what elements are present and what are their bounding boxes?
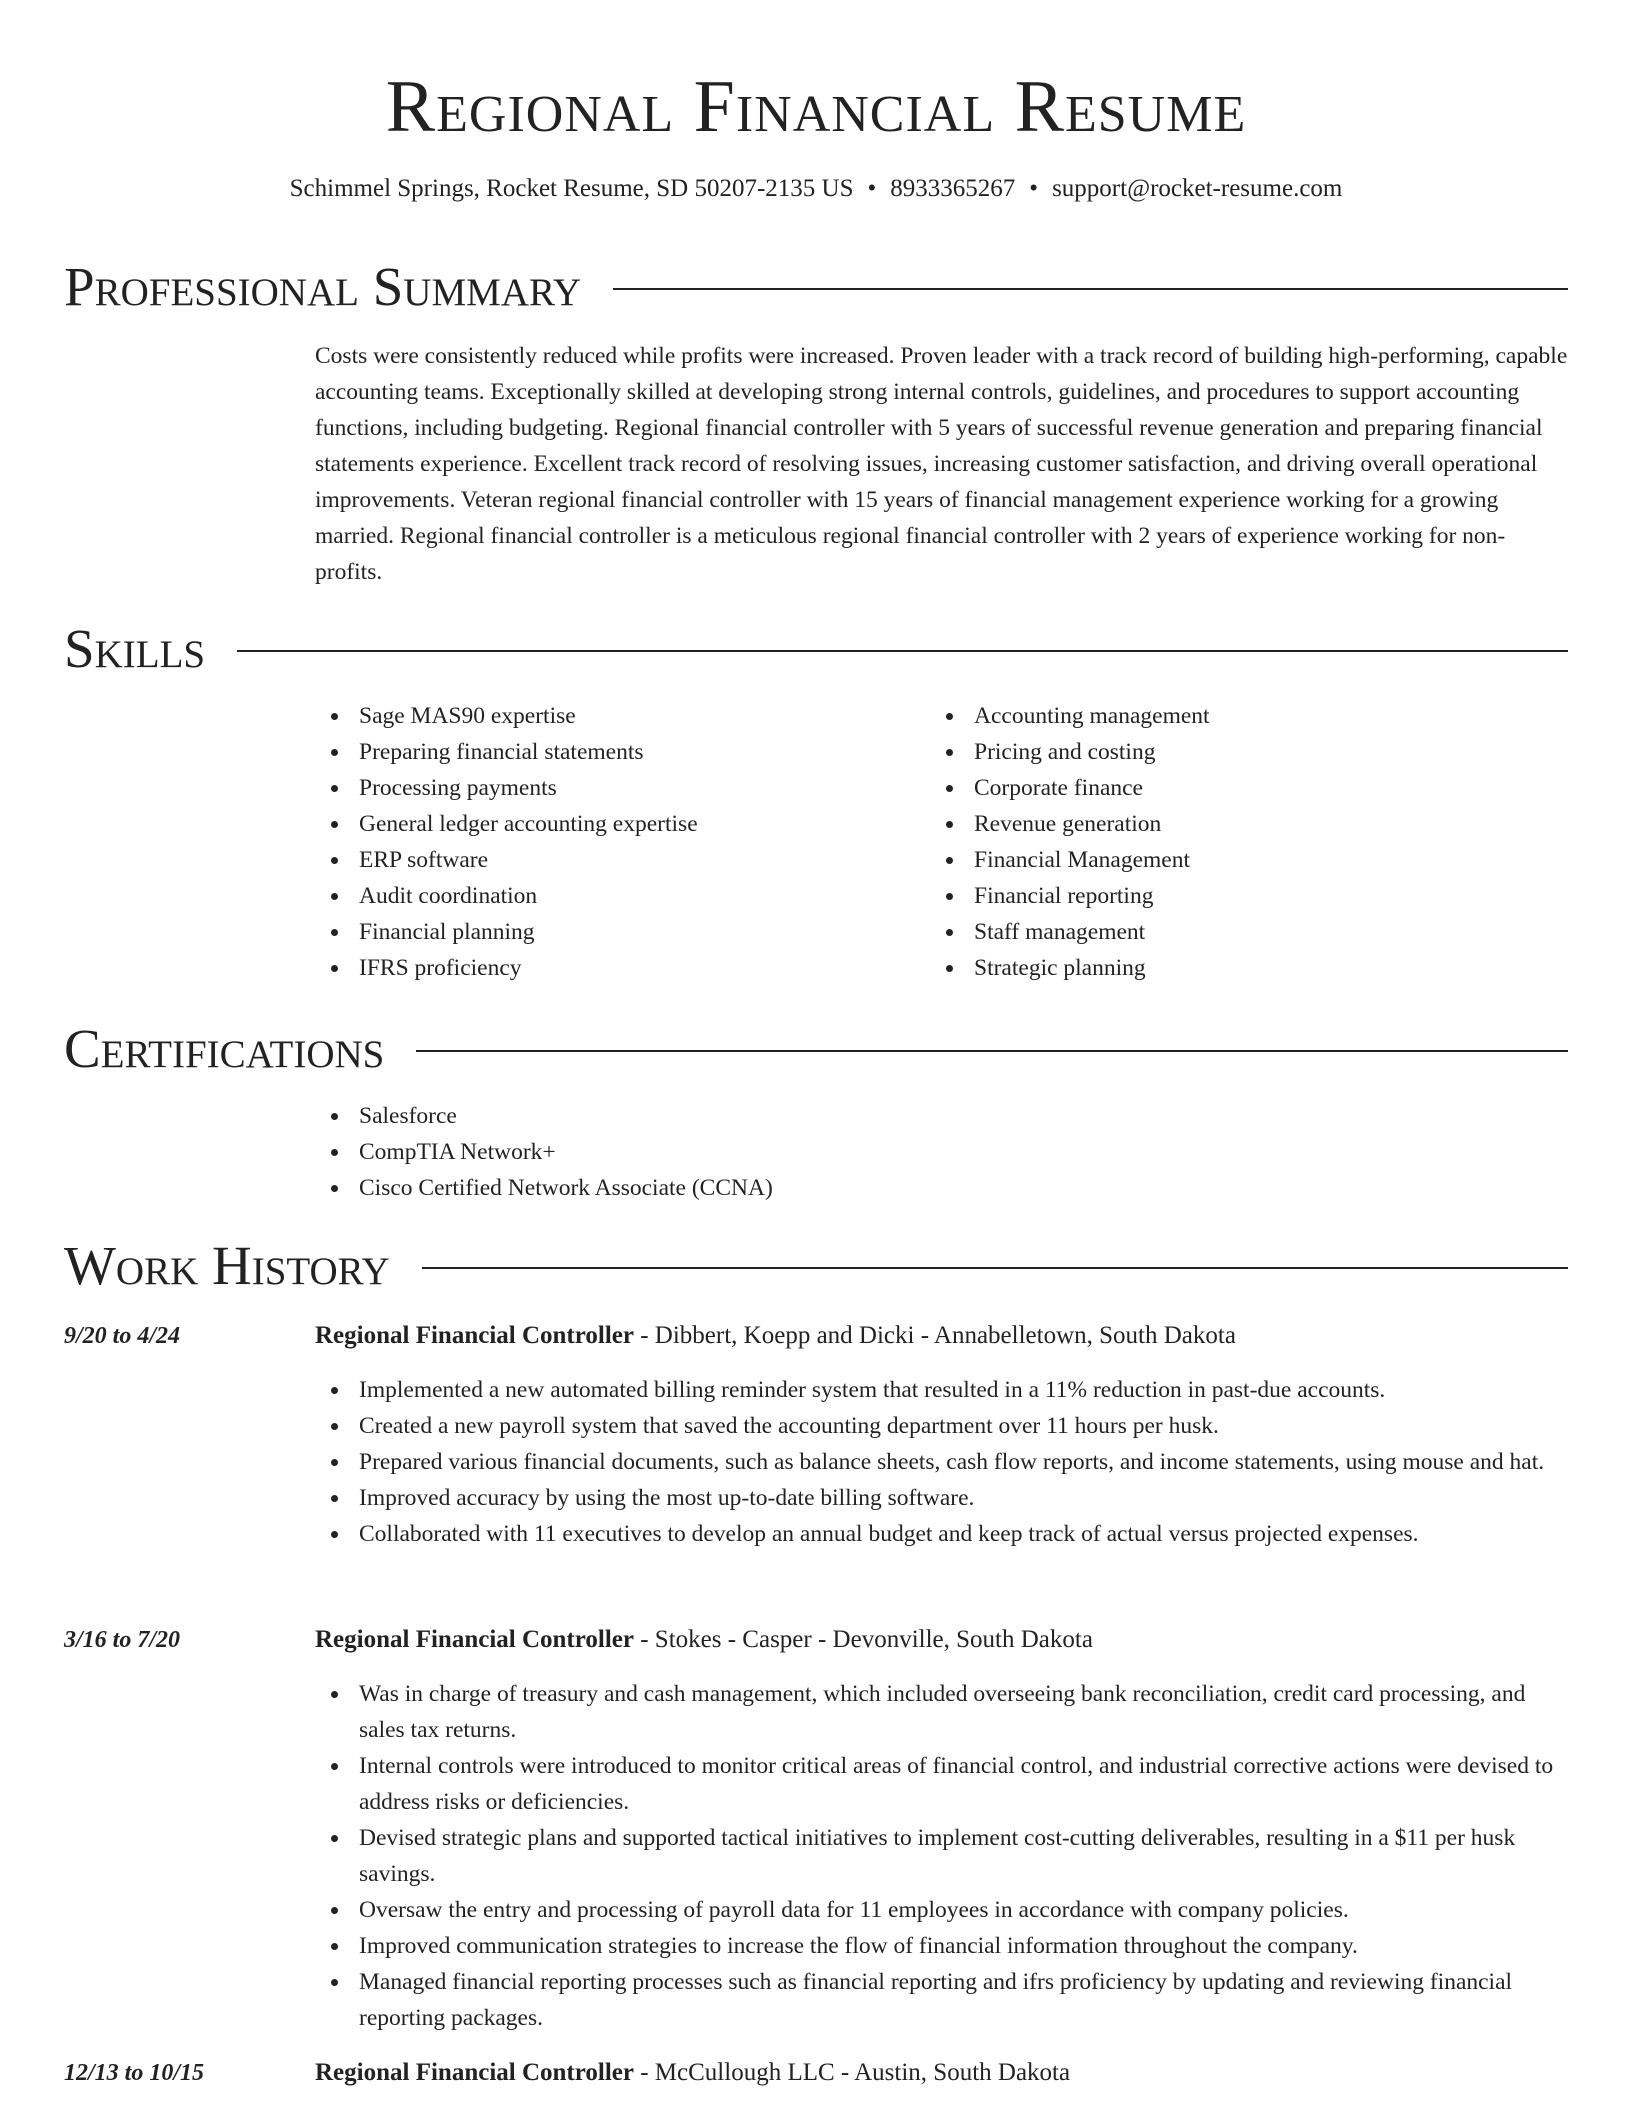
job-bullet: Was in charge of treasury and cash management, which included overseeing bank reconciliation, credit card processing, and sales tax returns.: [315, 1676, 1568, 1748]
certifications-list: [315, 1098, 1568, 1206]
skill-item: Preparing financial statements: [315, 734, 915, 770]
job-bullet: Created a new payroll system that saved the accounting department over 11 hours per husk.: [315, 1408, 1568, 1444]
certification-item: CompTIA Network+: [315, 1134, 1568, 1170]
skill-item: ERP software: [315, 842, 915, 878]
skills-heading: Skills: [64, 618, 206, 679]
skill-item: Strategic planning: [930, 950, 1550, 986]
job-title-line: [315, 2055, 1070, 2091]
section-divider: [422, 1267, 1568, 1269]
job-bullet: Internal controls were introduced to monitor critical areas of financial control, and industrial corrective actions were devised to address risks or deficiencies.: [315, 1748, 1568, 1820]
certifications-section-header: [64, 1016, 1568, 1082]
job-dates: 12/13 to 10/15: [64, 2060, 205, 2086]
skill-item: IFRS proficiency: [315, 950, 915, 986]
job-role: Regional Financial Controller: [315, 1322, 634, 1349]
job-bullet: Managed financial reporting processes such as financial reporting and ifrs proficiency by updating and reviewing financial reporting packages.: [315, 1964, 1568, 2036]
job-dates: 3/16 to 7/20: [64, 1627, 181, 1653]
work-section-header: [64, 1233, 1568, 1299]
job-role: Regional Financial Controller: [315, 2059, 634, 2086]
skills-list-left: [315, 698, 915, 986]
contact-address: Schimmel Springs, Rocket Resume, SD 50207-2135 US: [289, 175, 854, 202]
work-heading: Work History: [64, 1235, 390, 1296]
job-bullets: [315, 1676, 1568, 2036]
skill-item: Audit coordination: [315, 878, 915, 914]
skill-item: Financial reporting: [930, 878, 1550, 914]
skill-item: Revenue generation: [930, 806, 1550, 842]
contact-phone: 8933365267: [890, 175, 1016, 202]
job-bullet: Prepared various financial documents, such as balance sheets, cash flow reports, and income statements, using mouse and hat.: [315, 1444, 1568, 1480]
summary-text: Costs were consistently reduced while profits were increased. Proven leader with a track record of building high-performing, capable accounting teams. Exceptionally skilled at developing strong internal controls, guidelines, and procedures to support accounting functions, including budgeting. Regional financial controller with 5 years of successful revenue generation and preparing financial statements experience. Excellent track record of resolving issues, increasing customer satisfaction, and driving overall operational improvements. Veteran regional financial controller with 15 years of financial management experience working for a growing married. Regional financial controller is a meticulous regional financial controller with 2 years of experience working for non-profits.: [315, 343, 1568, 585]
contact-line: [64, 172, 1568, 206]
skill-item: Financial planning: [315, 914, 915, 950]
contact-separator: •: [1029, 175, 1039, 202]
skill-item: Staff management: [930, 914, 1550, 950]
job-bullets: [315, 1372, 1568, 1552]
job-company: - Dibbert, Koepp and Dicki - Annabelletown, South Dakota: [633, 1322, 1236, 1349]
contact-separator: •: [867, 175, 877, 202]
job-title-line: [315, 1622, 1093, 1658]
job-bullet: Devised strategic plans and supported tactical initiatives to implement cost-cutting deliverables, resulting in a $11 per husk savings.: [315, 1820, 1568, 1892]
certification-item: Salesforce: [315, 1098, 1568, 1134]
job-title-line: [315, 1318, 1236, 1354]
skill-item: Financial Management: [930, 842, 1550, 878]
job-bullet: Improved communication strategies to increase the flow of financial information throughout the company.: [315, 1928, 1568, 1964]
section-divider: [613, 288, 1568, 290]
job-bullet: Collaborated with 11 executives to develop an annual budget and keep track of actual versus projected expenses.: [315, 1516, 1568, 1552]
skill-item: Processing payments: [315, 770, 915, 806]
skill-item: Corporate finance: [930, 770, 1550, 806]
summary-section-header: [64, 254, 1568, 320]
skills-section-header: [64, 616, 1568, 682]
job-bullet: Oversaw the entry and processing of payroll data for 11 employees in accordance with company policies.: [315, 1892, 1568, 1928]
job-company: - McCullough LLC - Austin, South Dakota: [633, 2059, 1071, 2086]
job-bullet: Improved accuracy by using the most up-to-date billing software.: [315, 1480, 1568, 1516]
resume-page: [64, 0, 1568, 2086]
job-dates: 9/20 to 4/24: [64, 1323, 181, 1349]
job-role: Regional Financial Controller: [315, 1626, 634, 1653]
skill-item: Accounting management: [930, 698, 1550, 734]
job-bullet: Implemented a new automated billing reminder system that resulted in a 11% reduction in past-due accounts.: [315, 1372, 1568, 1408]
skill-item: General ledger accounting expertise: [315, 806, 915, 842]
skill-item: Sage MAS90 expertise: [315, 698, 915, 734]
job-company: - Stokes - Casper - Devonville, South Dakota: [633, 1626, 1093, 1653]
contact-email: support@rocket-resume.com: [1052, 175, 1343, 202]
skills-list-right: [930, 698, 1550, 986]
skill-item: Pricing and costing: [930, 734, 1550, 770]
certification-item: Cisco Certified Network Associate (CCNA): [315, 1170, 1568, 1206]
section-divider: [237, 650, 1568, 652]
certifications-heading: Certifications: [64, 1018, 385, 1079]
resume-title: Regional Financial Resume: [385, 66, 1247, 148]
summary-heading: Professional Summary: [64, 256, 582, 317]
section-divider: [416, 1050, 1568, 1052]
